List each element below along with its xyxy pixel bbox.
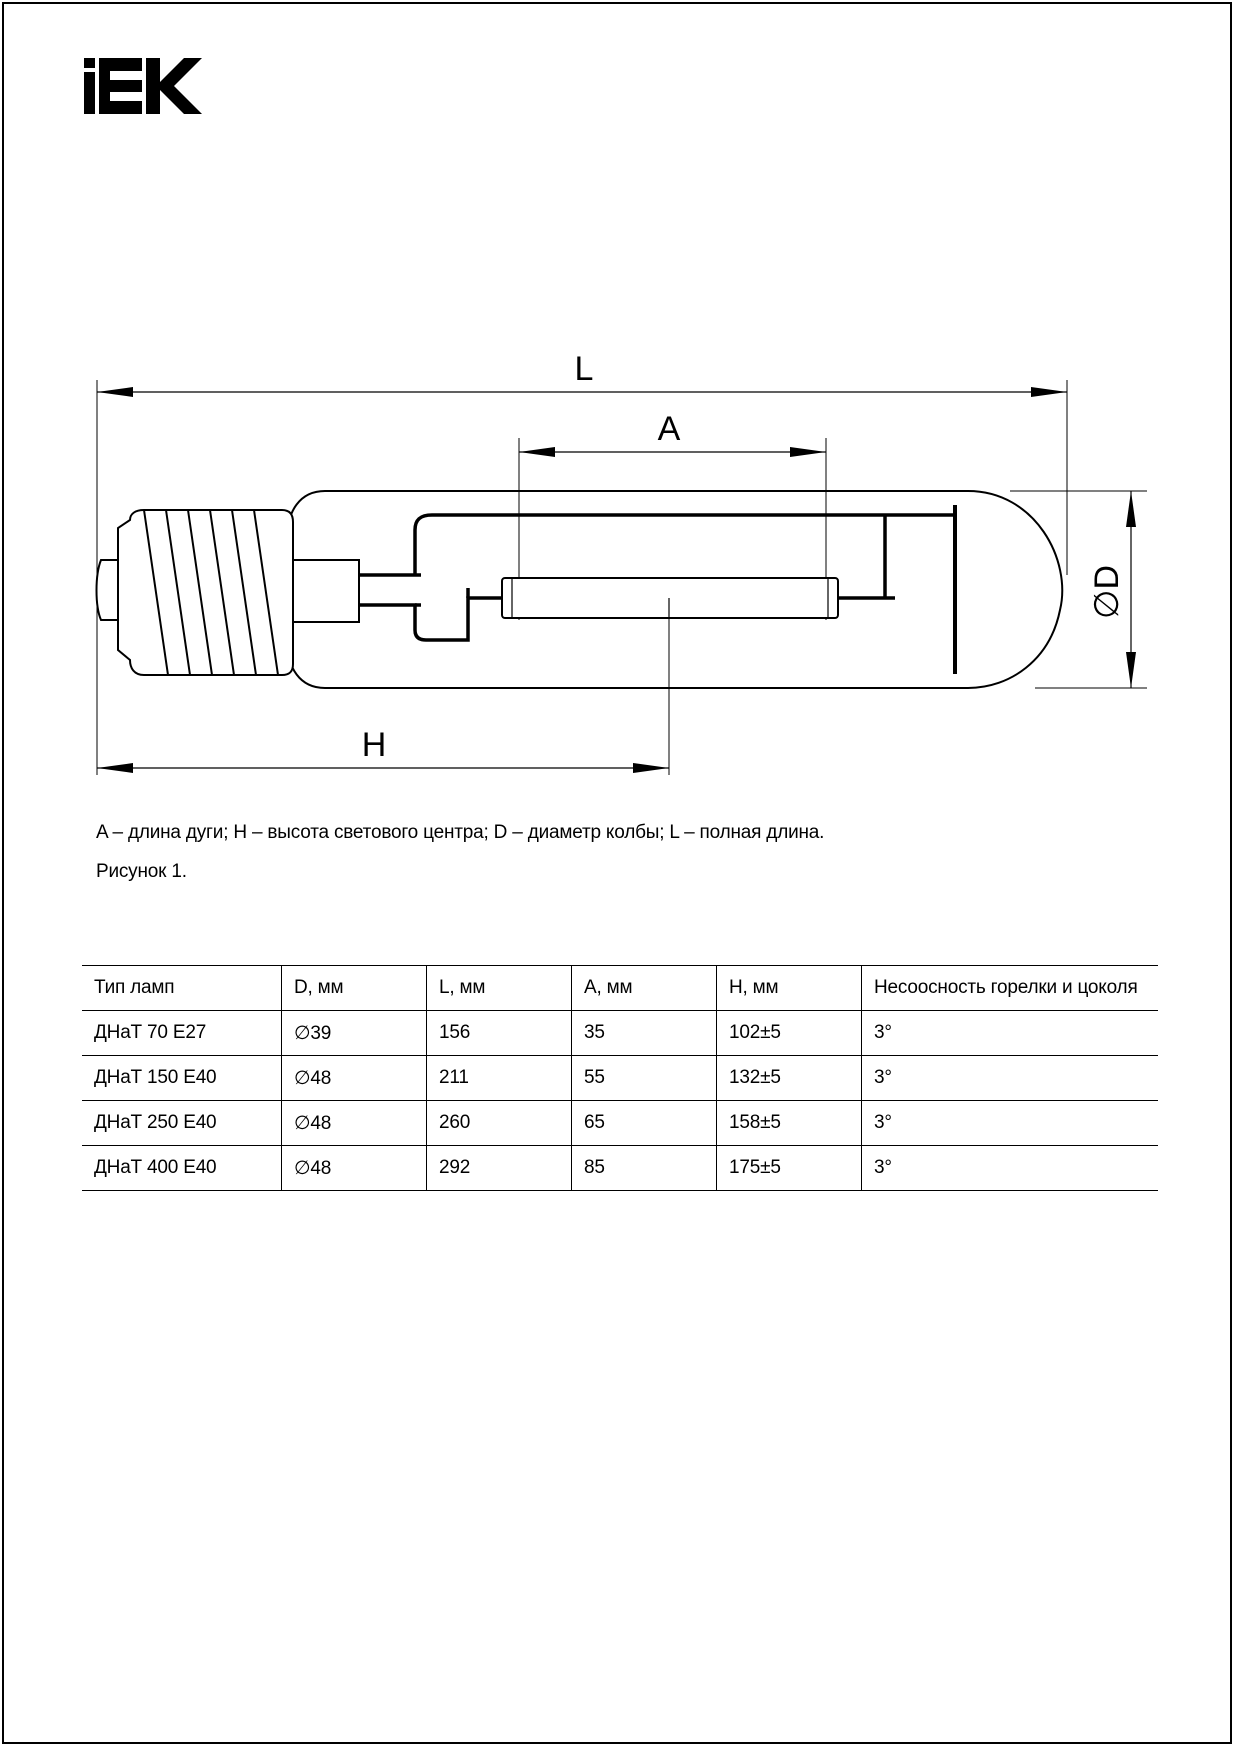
- header-misalignment: Несоосность горелки и цоколя: [862, 966, 1159, 1011]
- cell-d: ∅48: [282, 1056, 427, 1101]
- header-d: D, мм: [282, 966, 427, 1011]
- table-row: [82, 1011, 1158, 1056]
- cell-h: 175±5: [717, 1146, 862, 1191]
- dim-H-label: H: [361, 726, 387, 764]
- cell-l: 211: [427, 1056, 572, 1101]
- cell-type: ДНаТ 400 E40: [82, 1146, 282, 1191]
- cell-a: 65: [572, 1101, 717, 1146]
- cell-a: 35: [572, 1011, 717, 1056]
- cell-misalignment: 3°: [862, 1056, 1159, 1101]
- header-a: A, мм: [572, 966, 717, 1011]
- dim-L-label: L: [574, 350, 594, 388]
- dim-A-label: A: [657, 410, 681, 448]
- header-type: Тип ламп: [82, 966, 282, 1011]
- header-h: H, мм: [717, 966, 862, 1011]
- lamp-internals: [359, 505, 955, 674]
- cell-h: 158±5: [717, 1101, 862, 1146]
- cell-type: ДНаТ 150 E40: [82, 1056, 282, 1101]
- cell-misalignment: 3°: [862, 1011, 1159, 1056]
- cell-a: 85: [572, 1146, 717, 1191]
- cell-h: 132±5: [717, 1056, 862, 1101]
- cell-misalignment: 3°: [862, 1101, 1159, 1146]
- lamp-specs-table: [82, 965, 1158, 1191]
- dim-D-label: ∅D: [1088, 564, 1126, 620]
- header-l: L, мм: [427, 966, 572, 1011]
- table-header-row: [82, 966, 1158, 1011]
- lamp-neck: [285, 560, 359, 622]
- lamp-dimension-drawing: [0, 0, 1238, 800]
- cell-h: 102±5: [717, 1011, 862, 1056]
- figure-legend: A – длина дуги; H – высота светового центра; D – диаметр колбы; L – полная длина.: [96, 822, 825, 843]
- cell-a: 55: [572, 1056, 717, 1101]
- cell-type: ДНаТ 250 E40: [82, 1101, 282, 1146]
- cell-d: ∅39: [282, 1011, 427, 1056]
- table-row: [82, 1101, 1158, 1146]
- cell-d: ∅48: [282, 1101, 427, 1146]
- arc-tube: [502, 578, 838, 618]
- cell-l: 260: [427, 1101, 572, 1146]
- table-row: [82, 1056, 1158, 1101]
- figure-caption: Рисунок 1.: [96, 861, 187, 882]
- base-contact: [97, 560, 119, 620]
- cell-l: 156: [427, 1011, 572, 1056]
- cell-l: 292: [427, 1146, 572, 1191]
- cell-misalignment: 3°: [862, 1146, 1159, 1191]
- table-row: [82, 1146, 1158, 1191]
- cell-d: ∅48: [282, 1146, 427, 1191]
- cell-type: ДНаТ 70 E27: [82, 1011, 282, 1056]
